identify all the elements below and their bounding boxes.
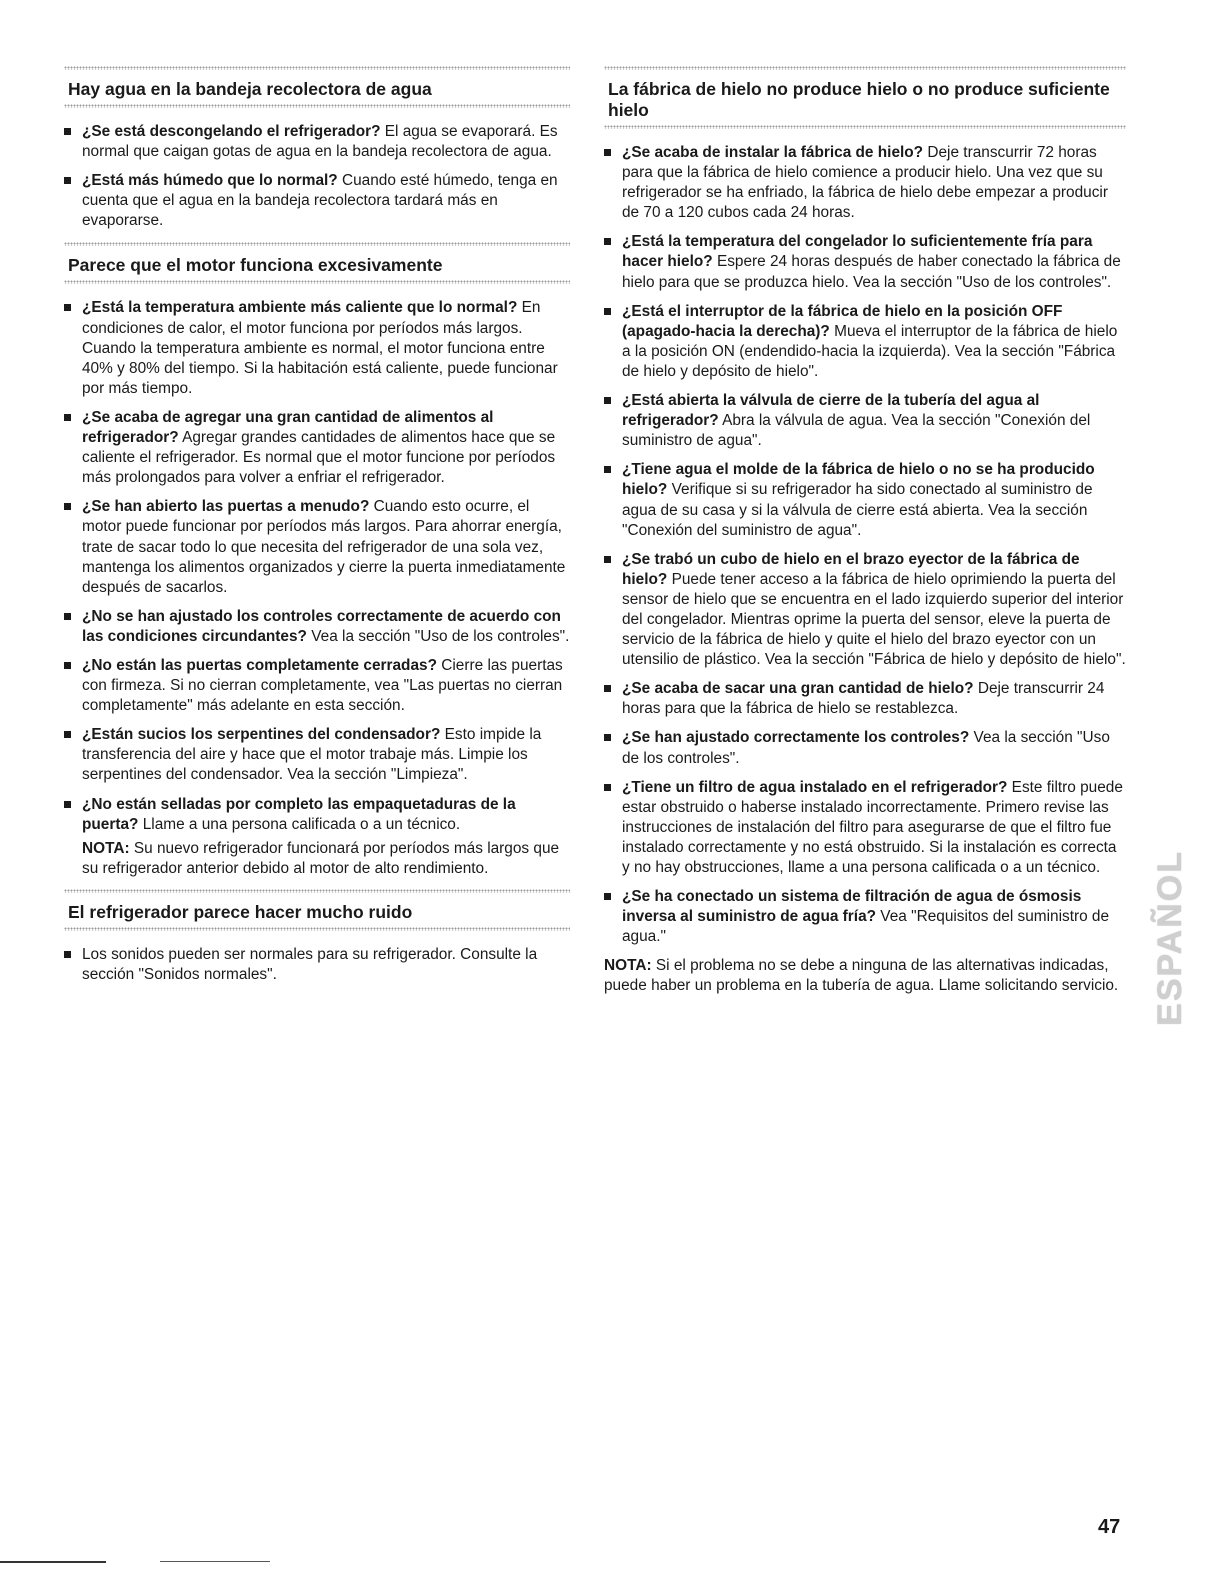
item-question: ¿Se trabó un cubo de hielo en el brazo eyector de la fábrica de hielo?	[622, 550, 1080, 588]
item-question: ¿Están sucios los serpentines del condensador?	[82, 726, 441, 744]
section-rule	[64, 280, 570, 284]
note-label: NOTA:	[604, 957, 652, 975]
item-question: ¿Tiene agua el molde de la fábrica de hielo o no se ha producido hielo?	[622, 461, 1095, 499]
list-item	[604, 232, 1126, 292]
item-question: ¿Se han ajustado correctamente los controles?	[622, 729, 970, 747]
item-answer: Cierre las puertas con firmeza. Si no cierran completamente, vea "Las puertas no cierran completamente" más adelante en esta sección.	[82, 656, 563, 715]
item-question: ¿Se acaba de sacar una gran cantidad de hielo?	[622, 680, 974, 698]
item-question: ¿Está la temperatura ambiente más caliente que lo normal?	[82, 299, 518, 317]
list-item	[64, 656, 570, 716]
note	[82, 839, 570, 879]
item-answer: Cuando esté húmedo, tenga en cuenta que el agua en la bandeja recolectora tardará más en evaporarse.	[82, 172, 558, 230]
list-item	[604, 302, 1126, 382]
section-refrigerator-noise	[64, 889, 570, 985]
item-answer: Abra la válvula de agua. Vea la sección "Conexión del suministro de agua".	[622, 412, 1091, 450]
list-item	[604, 679, 1126, 719]
item-answer: Agregar grandes cantidades de alimentos hace que se caliente el refrigerador. Es normal que el motor funcione por períodos más prolongados para volver a enfriar el refrigerador.	[82, 429, 556, 487]
list-item	[604, 728, 1126, 768]
right-column	[604, 66, 1126, 997]
section-motor-runs-too-much	[64, 242, 570, 878]
item-question: ¿Se ha conectado un sistema de filtración de agua de ósmosis inversa al suministro de agua fría?	[622, 888, 1082, 926]
item-question: ¿Se han abierto las puertas a menudo?	[82, 498, 370, 516]
note	[604, 956, 1126, 996]
section-title: El refrigerador parece hacer mucho ruido	[68, 901, 413, 922]
language-side-tab	[1150, 815, 1190, 1061]
item-answer: Mueva el interruptor de la fábrica de hielo a la posición ON (endendido-hacia la izquierda). Vea la sección "Fábrica de hielo y depósito de hielo".	[622, 322, 1118, 380]
section-ice-maker	[604, 66, 1126, 997]
item-question: ¿No están las puertas completamente cerradas?	[82, 656, 437, 674]
item-list	[64, 945, 570, 985]
item-answer: Llame a una persona calificada o a un técnico.	[138, 815, 461, 833]
item-question: ¿Está más húmedo que lo normal?	[82, 172, 338, 190]
list-item	[64, 607, 570, 647]
list-item	[64, 497, 570, 597]
item-question: ¿Está la temperatura del congelador lo suficientemente fría para hacer hielo?	[622, 233, 1093, 271]
note-text: Su nuevo refrigerador funcionará por períodos más largos que su refrigerador anterior debido al motor de alto rendimiento.	[82, 839, 560, 877]
item-answer: Deje transcurrir 24 horas para que la fábrica de hielo se restablezca.	[622, 680, 1105, 718]
item-answer: Cuando esto ocurre, el motor puede funcionar por períodos más largos. Para ahorrar energía, trate de sacar todo lo que necesita del refrigerador de una sola vez, mantenga los alimentos organizados y cierre la puerta inmediatamente después de sacarlos.	[82, 498, 566, 596]
list-item	[604, 778, 1126, 878]
list-item	[604, 391, 1126, 451]
note-text: Si el problema no se debe a ninguna de las alternativas indicadas, puede haber un problema en la tubería de agua. Llame solicitando servicio.	[604, 957, 1119, 995]
list-item	[64, 298, 570, 398]
section-rule	[604, 125, 1126, 129]
footer-mark	[0, 1561, 106, 1563]
list-item	[64, 122, 570, 162]
language-tab-label: ESPAÑOL	[1150, 850, 1189, 1026]
item-answer: Los sonidos pueden ser normales para su refrigerador. Consulte la sección "Sonidos normales".	[82, 945, 538, 983]
item-answer: Este filtro puede estar obstruido o haberse instalado incorrectamente. Primero revise las instrucciones de instalación del filtro para asegurarse de que el filtro fue instalado correctamente y no está obstruido. Si la instalación es correcta y no hay obstrucciones, llame a una persona calificada o a un técnico.	[622, 778, 1123, 876]
item-question: ¿Está el interruptor de la fábrica de hielo en la posición OFF (apagado-hacia la derecha)?	[622, 302, 1063, 340]
item-list	[64, 298, 570, 834]
list-item	[604, 143, 1126, 223]
note-label: NOTA:	[82, 839, 130, 857]
list-item	[604, 460, 1126, 540]
section-title: Hay agua en la bandeja recolectora de agua	[68, 79, 432, 99]
left-column	[64, 66, 570, 994]
section-water-in-drain-pan	[64, 66, 570, 231]
item-question: ¿Se acaba de agregar una gran cantidad de alimentos al refrigerador?	[82, 408, 494, 447]
list-item	[604, 550, 1126, 671]
item-answer: En condiciones de calor, el motor funciona por períodos más largos. Cuando la temperatura ambiente es normal, el motor funciona entre 40% y 80% del tiempo. Si la habitación está caliente, puede funcionar por más tiempo.	[82, 299, 558, 397]
item-list	[604, 143, 1126, 947]
item-answer: Puede tener acceso a la fábrica de hielo oprimiendo la puerta del sensor de hielo que se encuentra en el lado izquierdo superior del interior del congelador. Mientras oprime la puerta del sensor, eleve la puerta de servicio de la fábrica de hielo y quite el hielo del brazo eyector con un utensilio de plástico. Vea la sección "Fábrica de hielo y depósito de hielo".	[622, 570, 1126, 669]
list-item	[64, 795, 570, 835]
item-question: ¿No se han ajustado los controles correctamente de acuerdo con las condiciones circundantes?	[82, 607, 561, 645]
item-answer: Vea "Requisitos del suministro de agua."	[622, 908, 1110, 946]
item-answer: Vea la sección "Uso de los controles".	[622, 729, 1110, 767]
item-question: ¿Está abierta la válvula de cierre de la tubería del agua al refrigerador?	[622, 392, 1040, 430]
list-item	[604, 887, 1126, 947]
section-title: La fábrica de hielo no produce hielo o no produce suficiente hielo	[608, 79, 1110, 120]
list-item	[64, 945, 570, 985]
list-item	[64, 171, 570, 231]
list-item	[64, 725, 570, 785]
item-answer: El agua se evaporará. Es normal que caigan gotas de agua en la bandeja recolectora de agua.	[82, 123, 558, 161]
list-item	[64, 408, 570, 488]
page-number: 47	[1098, 1516, 1121, 1538]
item-answer: Deje transcurrir 72 horas para que la fábrica de hielo comience a producir hielo. Una vez que su refrigerador se ha enfriado, la fábrica de hielo debe empezar a producir de 70 a 120 cubos cada 24 horas.	[622, 144, 1108, 222]
item-answer: Espere 24 horas después de haber conectado la fábrica de hielo para que se produzca hielo. Vea la sección "Uso de los controles".	[622, 253, 1121, 291]
section-title: Parece que el motor funciona excesivamente	[68, 255, 443, 276]
item-answer: Verifique si su refrigerador ha sido conectado al suministro de agua de su casa y si la válvula de cierre está abierta. Vea la sección "Conexión del suministro de agua".	[622, 481, 1093, 539]
section-rule	[64, 927, 570, 931]
item-question: ¿Tiene un filtro de agua instalado en el refrigerador?	[622, 778, 1008, 796]
item-question: ¿Se acaba de instalar la fábrica de hielo?	[622, 144, 924, 161]
footer-mark	[160, 1561, 270, 1562]
item-answer: Esto impide la transferencia del aire y hace que el motor trabaje más. Limpie los serpentines del condensador. Vea la sección "Limpieza".	[82, 726, 542, 784]
item-answer: Vea la sección "Uso de los controles".	[306, 627, 570, 645]
item-question: ¿No están selladas por completo las empaquetaduras de la puerta?	[82, 795, 516, 833]
item-list	[64, 122, 570, 231]
item-question: ¿Se está descongelando el refrigerador?	[82, 123, 381, 140]
section-rule	[64, 104, 570, 108]
